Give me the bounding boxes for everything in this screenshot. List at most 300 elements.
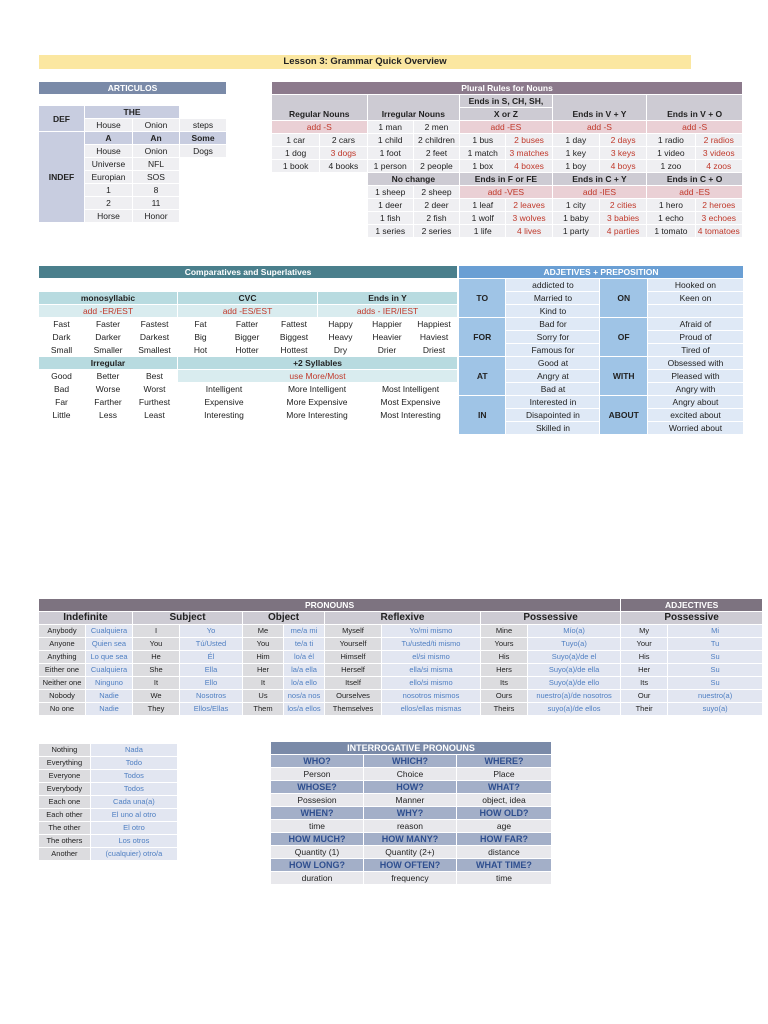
adj-possessive-en-cell: Her [621,664,667,676]
indef-es-cell: Cualquiera [86,664,132,676]
possessive-es-cell: Suyo(a)/de ello [528,677,620,689]
cy-cell: 1 party [553,225,599,237]
indef-en-cell: No one [39,703,85,715]
vo-cell: 4 zoos [696,160,742,172]
indefinite-extra-row [39,835,177,847]
prep-item: excited about [648,409,743,421]
sch-title1: Ends in S, CH, SH, [460,95,552,107]
comp-cell: Fat [194,319,207,329]
indef-es-cell: Lo que sea [86,651,132,663]
sch-title2: X or Z [460,108,552,120]
endy-rule: adds - IER/IEST [318,305,457,317]
comp-cell: Intelligent [205,384,243,394]
object-es-cell: la/a ella [284,664,324,676]
prep-item: Proud of [648,331,743,343]
prep-item: Worried about [648,422,743,434]
adj-possessive-en-cell: Their [621,703,667,715]
comp-cell: Driest [422,345,446,355]
interrogative-question: HOW LONG? [271,859,363,871]
interrogative-question: HOW MUCH? [271,833,363,845]
comp-cell: Expensive [204,397,244,407]
def-cell: House [85,119,132,131]
sch-cell: 4 boxes [506,160,551,172]
possessive-en-cell: Hers [481,664,527,676]
comp-cell: Heavier [372,332,402,342]
interrogative-question: WHAT? [457,781,551,793]
comp-cell: Most Interesting [380,410,441,420]
possessive-es-cell: Mío(a) [528,625,620,637]
comp-cell: Hotter [235,345,259,355]
comp-cell: Small [50,345,73,355]
indef-es-cell: Nadie [86,703,132,715]
indef-es-cell: Todo [91,757,177,769]
prep-with: WITH [600,357,646,395]
indef-es-cell: Ninguno [86,677,132,689]
prep-item: Pleased with [648,370,743,382]
adj-possessive-en-cell: His [621,651,667,663]
regular-rule: add -S [272,121,367,133]
comp-cell: Happy [328,319,353,329]
comp-cell: More Interesting [286,410,348,420]
possessive-es-cell: Tuyo(a) [528,638,620,650]
vy-rule: add -S [553,121,647,133]
indef-header: Some [180,132,226,144]
subject-es-cell: Nosotros [180,690,242,702]
cy-cell: 3 babies [600,212,646,224]
indef-en-cell: Another [39,848,90,860]
object-en-cell: Me [243,625,283,637]
prep-item [648,305,743,317]
regular-cell: 4 books [320,160,366,172]
comp-cell: Good [51,371,72,381]
possessive-es-cell: Suyo(a)/de el [528,651,620,663]
co-cell: 1 tomato [647,225,694,237]
adjprep-table [458,265,744,435]
comp-cell: Big [194,332,207,342]
indef-cell: Dogs [180,145,226,157]
def-cell: steps [180,119,226,131]
adjprep-header: ADJETIVES + PREPOSITION [459,266,743,278]
co-cell: 1 hero [647,199,694,211]
possessive-en-cell: His [481,651,527,663]
comp-cell: Smaller [93,345,123,355]
prep-item: Kind to [506,305,599,317]
indef-en-cell: The others [39,835,90,847]
comp-cell: Haviest [419,332,449,342]
object-es-cell: nos/a nos [284,690,324,702]
interrogative-question: WHO? [271,755,363,767]
indef-cell: SOS [133,171,179,183]
object-en-cell: Us [243,690,283,702]
comp-cell: Interesting [204,410,244,420]
ffe-cell: 3 wolves [506,212,551,224]
interrogative-question: WHERE? [457,755,551,767]
indef-cell: Honor [133,210,179,222]
mono-title: monosyllabic [39,292,177,304]
nochange-cell: 2 series [414,225,459,237]
nochange-title: No change [368,173,460,185]
indef-en-cell: Anything [39,651,85,663]
col-adj-possessive: Possessive [621,612,762,624]
prep-item: addicted to [506,279,599,291]
reflexive-es-cell: Tu/usted/ti mismo [382,638,480,650]
co-cell: 3 echoes [696,212,742,224]
comp-cell: Farther [94,397,122,407]
object-es-cell: te/a ti [284,638,324,650]
indefinite-extra-row [39,770,177,782]
adj-possessive-es-cell: nuestro(a) [668,690,762,702]
comp-cell: Dark [52,332,71,342]
prep-item: Angry at [506,370,599,382]
co-title: Ends in C + O [647,173,742,185]
col-possessive: Possessive [481,612,620,624]
prep-item: Keen on [648,292,743,304]
interrogative-question-row [271,755,551,767]
vo-rule: add -S [647,121,742,133]
comp-cell: Worse [95,384,121,394]
interrogative-answer: Person [271,768,363,780]
prep-about: ABOUT [600,396,646,434]
reflexive-en-cell: Ourselves [325,690,381,702]
indef-en-cell: Everything [39,757,90,769]
cy-cell: 1 city [553,199,599,211]
interrogative-answer: distance [457,846,551,858]
indef-es-cell: Todos [91,783,177,795]
endy-title: Ends in Y [318,292,457,304]
object-es-cell: me/a mi [284,625,324,637]
comp-cell: Fatter [235,319,259,329]
possessive-en-cell: Its [481,677,527,689]
subject-en-cell: It [133,677,179,689]
the-label: THE [85,106,179,118]
comp-cell: Best [145,371,163,381]
indefinite-extra-row [39,796,177,808]
interrogative-answer: time [457,872,551,884]
comp-cell: Hot [193,345,208,355]
vo-cell: 2 radios [696,134,742,146]
subject-es-cell: Ella [180,664,242,676]
adjectives-header: ADJECTIVES [621,599,762,611]
irregular-cell: 2 people [414,160,459,172]
co-cell: 1 echo [647,212,694,224]
comp-cell: Faster [95,319,121,329]
indef-en-cell: Either one [39,664,85,676]
indef-cell: 2 [85,197,132,209]
interrogative-answer-row [271,768,551,780]
reflexive-en-cell: Himself [325,651,381,663]
indef-en-cell: Nobody [39,690,85,702]
lesson-title: Lesson 3: Grammar Quick Overview [39,55,691,69]
cvc-title: CVC [178,292,317,304]
vy-cell: 3 keys [600,147,646,159]
object-es-cell: los/a ellos [284,703,324,715]
comp-cell: Less [99,410,117,420]
interrogative-rows [271,755,551,884]
adj-possessive-es-cell: suyo(a) [668,703,762,715]
object-en-cell: Her [243,664,283,676]
prep-at: AT [459,357,505,395]
adj-possessive-es-cell: Su [668,677,762,689]
indef-es-cell: Quien sea [86,638,132,650]
comp-cell: Most Intelligent [381,384,440,394]
prep-of: OF [600,318,646,356]
prep-for: FOR [459,318,505,356]
subject-en-cell: They [133,703,179,715]
indef-cell: Europian [85,171,132,183]
vo-cell: 1 radio [647,134,694,146]
interrogative-answer-row [271,846,551,858]
interrogative-question: WHAT TIME? [457,859,551,871]
irregular-cell: 1 child [368,134,413,146]
interrogative-question: WHICH? [364,755,456,767]
subject-en-cell: You [133,638,179,650]
pronoun-row [39,664,762,676]
indef-en-cell: Nothing [39,744,90,756]
comp-cell: Far [55,397,68,407]
interrogative-answer: reason [364,820,456,832]
indef-en-cell: The other [39,822,90,834]
interrogative-answer-row [271,794,551,806]
interrogative-question-row [271,807,551,819]
subject-es-cell: Él [180,651,242,663]
interrogative-answer: Quantity (1) [271,846,363,858]
indef-es-cell: El uno al otro [91,809,177,821]
interrogative-table [270,741,552,885]
prep-to: TO [459,279,505,317]
adj-possessive-en-cell: My [621,625,667,637]
indefinite-extra-row [39,757,177,769]
object-es-cell: lo/a ello [284,677,324,689]
indef-en-cell: Everyone [39,770,90,782]
comparatives-table [38,265,458,422]
comp-cell: Dry [333,345,348,355]
vy-cell: 1 day [553,134,599,146]
indef-es-cell: Cada una(a) [91,796,177,808]
indefinite-extra-row [39,822,177,834]
comp-cell: Drier [377,345,397,355]
adj-possessive-es-cell: Su [668,664,762,676]
reflexive-en-cell: Myself [325,625,381,637]
regular-cell: 1 dog [272,147,319,159]
nochange-cell: 2 sheep [414,186,459,198]
cy-cell: 4 parties [600,225,646,237]
def-label: DEF [39,106,84,131]
prep-item: Angry about [648,396,743,408]
prep-item: Interested in [506,396,599,408]
reflexive-es-cell: Yo/mi mismo [382,625,480,637]
irregular-cell: 1 person [368,160,413,172]
ffe-title: Ends in F or FE [460,173,552,185]
pronoun-rows [39,625,762,715]
pronoun-row [39,651,762,663]
indefinite-extra-rows [39,744,177,860]
interrogative-question-row [271,833,551,845]
nochange-cell: 1 series [368,225,413,237]
comp-cell: Better [96,371,120,381]
possessive-es-cell: Suyo(a)/de ella [528,664,620,676]
sch-cell: 1 box [460,160,505,172]
reflexive-es-cell: nosotros mismos [382,690,480,702]
interrogative-answer: Manner [364,794,456,806]
cvc-rule: add -ES/EST [178,305,317,317]
col-subject: Subject [133,612,242,624]
prep-item: Disapointed in [506,409,599,421]
indef-en-cell: Everybody [39,783,90,795]
ffe-rule: add -VES [460,186,552,198]
comp-cell: Fattest [281,319,307,329]
comp-cell: Fastest [140,319,169,329]
indef-cell: House [85,145,132,157]
indef-label: INDEF [39,132,84,222]
nochange-cell: 1 fish [368,212,413,224]
indef-es-cell: Nada [91,744,177,756]
ffe-cell: 4 lives [506,225,551,237]
col-indefinite: Indefinite [39,612,132,624]
ffe-cell: 1 life [460,225,505,237]
sch-rule: add -ES [460,121,552,133]
two-syll-title: +2 Syllables [178,357,457,369]
co-rule: add -ES [647,186,742,198]
pronouns-table [38,598,763,716]
comp-cell: Furthest [138,397,171,407]
subject-es-cell: Tú/Usted [180,638,242,650]
regular-cell: 1 car [272,134,319,146]
comp-cell: Bigger [234,332,260,342]
reflexive-en-cell: Themselves [325,703,381,715]
comparatives-header: Comparatives and Superlatives [39,266,457,278]
interrogative-header: INTERROGATIVE PRONOUNS [271,742,551,754]
reflexive-es-cell: ello/si mismo [382,677,480,689]
comp-cell: Happiest [417,319,451,329]
reflexive-en-cell: Yourself [325,638,381,650]
prep-item: Hooked on [648,279,743,291]
vy-title: Ends in V + Y [553,95,647,120]
col-reflexive: Reflexive [325,612,480,624]
indef-cell: Onion [133,145,179,157]
interrogative-question: HOW OFTEN? [364,859,456,871]
reflexive-en-cell: Herself [325,664,381,676]
interrogative-question: HOW OLD? [457,807,551,819]
interrogative-answer: Possesion [271,794,363,806]
sch-cell: 3 matches [506,147,551,159]
nochange-cell: 2 deer [414,199,459,211]
interrogative-question: WHEN? [271,807,363,819]
irregular-comp-title: Irregular [39,357,177,369]
plural-header: Plural Rules for Nouns [272,82,742,94]
irregular-cell: 2 children [414,134,459,146]
indef-cell: NFL [133,158,179,170]
vo-cell: 1 video [647,147,694,159]
adj-possessive-es-cell: Su [668,651,762,663]
indef-en-cell: Each other [39,809,90,821]
subject-es-cell: Yo [180,625,242,637]
interrogative-question: HOW? [364,781,456,793]
indef-es-cell: Nadie [86,690,132,702]
comp-cell: Happier [372,319,402,329]
pronoun-row [39,638,762,650]
interrogative-answer: age [457,820,551,832]
articulos-header: ARTICULOS [39,82,226,94]
cy-cell: 1 baby [553,212,599,224]
indef-cell: 11 [133,197,179,209]
reflexive-es-cell: el/si mismo [382,651,480,663]
adj-possessive-es-cell: Tu [668,638,762,650]
subject-en-cell: He [133,651,179,663]
possessive-en-cell: Yours [481,638,527,650]
pronoun-row [39,703,762,715]
indefinite-extra-table [38,743,178,861]
comp-cell: Smallest [138,345,171,355]
indef-header: An [133,132,179,144]
pronoun-row [39,677,762,689]
possessive-es-cell: suyo(a)/de ellos [528,703,620,715]
indef-en-cell: Neither one [39,677,85,689]
comp-cell: More Intelligent [287,384,347,394]
indefinite-extra-row [39,783,177,795]
ffe-cell: 1 leaf [460,199,505,211]
nochange-cell: 2 fish [414,212,459,224]
vy-cell: 1 key [553,147,599,159]
sch-cell: 1 match [460,147,505,159]
indef-es-cell: Cualquiera [86,625,132,637]
interrogative-answer: duration [271,872,363,884]
object-en-cell: Him [243,651,283,663]
regular-cell: 2 cars [320,134,366,146]
indef-es-cell: El otro [91,822,177,834]
sch-cell: 1 bus [460,134,505,146]
ffe-cell: 2 leaves [506,199,551,211]
adj-possessive-en-cell: Your [621,638,667,650]
interrogative-question-row [271,781,551,793]
possessive-en-cell: Ours [481,690,527,702]
prep-item: Obsessed with [648,357,743,369]
comp-cell: Worst [143,384,166,394]
subject-es-cell: Ellos/Ellas [180,703,242,715]
two-syll-rule: use More/Most [178,370,457,382]
indef-cell: Universe [85,158,132,170]
nochange-cell: 1 sheep [368,186,413,198]
indef-es-cell: (cualquier) otro/a [91,848,177,860]
prep-on: ON [600,279,646,317]
pronoun-row [39,690,762,702]
comp-cell: Darkest [139,332,170,342]
interrogative-question: WHOSE? [271,781,363,793]
vy-cell: 4 boys [600,160,646,172]
prep-item: Skilled in [506,422,599,434]
sch-cell: 2 buses [506,134,551,146]
interrogative-question: HOW FAR? [457,833,551,845]
indefinite-extra-row [39,744,177,756]
indefinite-extra-row [39,809,177,821]
interrogative-answer: Choice [364,768,456,780]
ffe-cell: 1 wolf [460,212,505,224]
indef-es-cell: Todos [91,770,177,782]
interrogative-answer: Quantity (2+) [364,846,456,858]
object-es-cell: lo/a él [284,651,324,663]
pronouns-header: PRONOUNS [39,599,620,611]
prep-in: IN [459,396,505,434]
comp-cell: Heavy [328,332,353,342]
prep-item: Bad at [506,383,599,395]
comp-cell: Bad [53,384,70,394]
comp-cell: Hottest [280,345,308,355]
interrogative-answer: Place [457,768,551,780]
comp-cell: Least [144,410,165,420]
vy-cell: 2 days [600,134,646,146]
pronoun-row [39,625,762,637]
adj-possessive-en-cell: Our [621,690,667,702]
nochange-cell: 1 deer [368,199,413,211]
